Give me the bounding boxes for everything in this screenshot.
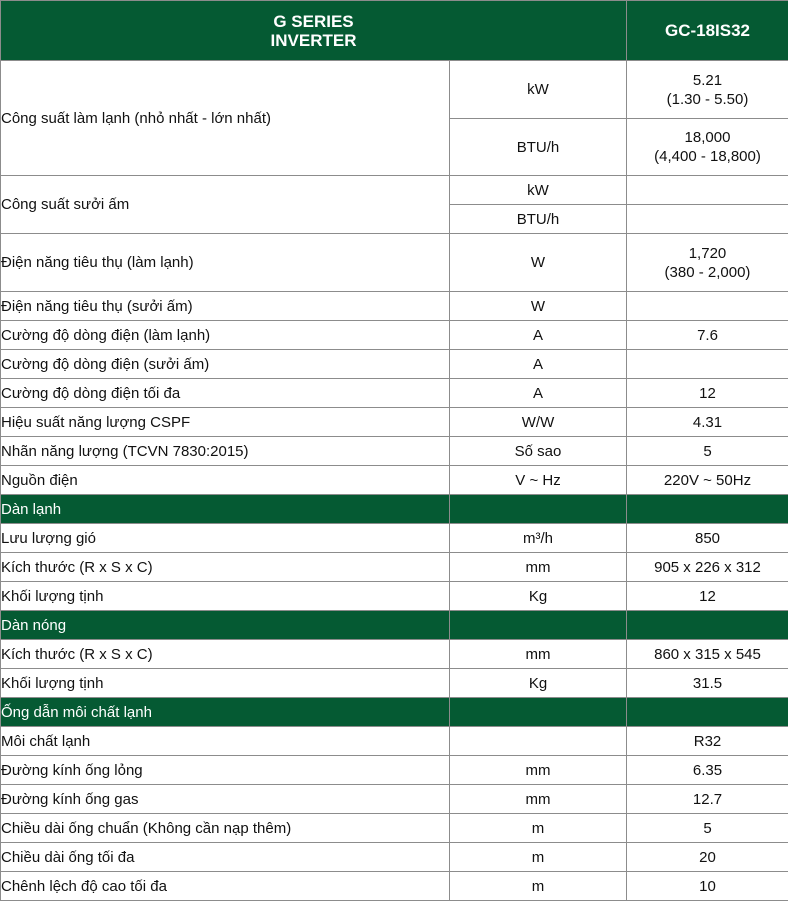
section-piping-header — [1, 698, 788, 727]
row-value: 5 — [627, 814, 788, 843]
heating-capacity-kw-value — [627, 176, 788, 205]
power-cooling-value: 1,720 — [688, 244, 727, 262]
table-row — [1, 756, 788, 785]
row-label: Hiệu suất năng lượng CSPF — [1, 408, 450, 437]
row-label: Lưu lượng gió — [1, 524, 450, 553]
section-outdoor-title: Dàn nóng — [1, 611, 450, 640]
row-unit: mm — [450, 553, 627, 582]
row-label: Nhãn năng lượng (TCVN 7830:2015) — [1, 437, 450, 466]
table-row — [1, 814, 788, 843]
heating-capacity-btu-value — [627, 205, 788, 234]
row-value: 31.5 — [627, 669, 788, 698]
row-value: 5 — [627, 437, 788, 466]
section-indoor-blank-value — [627, 495, 788, 524]
row-label: Môi chất lạnh — [1, 727, 450, 756]
cooling-capacity-btu-value: 18,000 — [684, 129, 731, 146]
table-row — [1, 408, 788, 437]
row-value — [627, 292, 788, 321]
cooling-capacity-btu-unit: BTU/h — [450, 119, 627, 176]
section-outdoor-header — [1, 611, 788, 640]
row-label: Kích thước (R x S x C) — [1, 640, 450, 669]
table-row — [1, 669, 788, 698]
heating-capacity-label: Công suất sưởi ấm — [1, 176, 450, 234]
row-label: Chiều dài ống chuẩn (Không cần nạp thêm) — [1, 814, 450, 843]
row-unit: m³/h — [450, 524, 627, 553]
table-row — [1, 843, 788, 872]
series-line-1: G SERIES — [273, 11, 354, 31]
row-unit — [450, 727, 627, 756]
row-value: 6.35 — [627, 756, 788, 785]
series-title — [1, 1, 627, 61]
row-unit: W — [450, 292, 627, 321]
row-label: Cường độ dòng điện tối đa — [1, 379, 450, 408]
power-cooling-unit: W — [450, 234, 627, 292]
heating-capacity-btu-unit: BTU/h — [450, 205, 627, 234]
table-row — [1, 379, 788, 408]
row-label: Khối lượng tịnh — [1, 582, 450, 611]
cooling-capacity-kw-cell — [627, 61, 788, 119]
row-unit: Kg — [450, 582, 627, 611]
row-value — [627, 350, 788, 379]
table-row — [1, 582, 788, 611]
row-value: 12 — [627, 379, 788, 408]
table-row — [1, 524, 788, 553]
section-outdoor-blank-value — [627, 611, 788, 640]
row-label: Cường độ dòng điện (sưởi ấm) — [1, 350, 450, 379]
row-label: Chênh lệch độ cao tối đa — [1, 872, 450, 901]
cooling-capacity-btu-cell — [627, 119, 788, 176]
row-unit: mm — [450, 640, 627, 669]
model-name: GC-18IS32 — [627, 1, 788, 61]
row-unit: A — [450, 350, 627, 379]
row-unit: V ~ Hz — [450, 466, 627, 495]
row-value: 860 x 315 x 545 — [627, 640, 788, 669]
cooling-capacity-kw-row — [1, 61, 788, 119]
cooling-capacity-label: Công suất làm lạnh (nhỏ nhất - lớn nhất) — [1, 61, 450, 176]
row-value: 12 — [627, 582, 788, 611]
series-line-2: INVERTER — [270, 30, 357, 50]
row-unit: A — [450, 379, 627, 408]
table-row — [1, 785, 788, 814]
row-unit: Kg — [450, 669, 627, 698]
row-label: Đường kính ống gas — [1, 785, 450, 814]
section-indoor-header — [1, 495, 788, 524]
row-value: 850 — [627, 524, 788, 553]
row-value: R32 — [627, 727, 788, 756]
header-row — [1, 1, 788, 61]
row-label: Khối lượng tịnh — [1, 669, 450, 698]
cooling-capacity-kw-unit: kW — [450, 61, 627, 119]
row-label: Nguồn điện — [1, 466, 450, 495]
cooling-capacity-kw-value: 5.21 — [692, 71, 723, 89]
table-row — [1, 350, 788, 379]
row-value: 905 x 226 x 312 — [627, 553, 788, 582]
table-row — [1, 321, 788, 350]
table-row — [1, 292, 788, 321]
row-unit: mm — [450, 785, 627, 814]
table-row — [1, 872, 788, 901]
power-cooling-row — [1, 234, 788, 292]
heating-capacity-kw-row — [1, 176, 788, 205]
power-cooling-label: Điện năng tiêu thụ (làm lạnh) — [1, 234, 450, 292]
section-indoor-title: Dàn lạnh — [1, 495, 450, 524]
row-value: 20 — [627, 843, 788, 872]
row-label: Điện năng tiêu thụ (sưởi ấm) — [1, 292, 450, 321]
cooling-capacity-btu-range: (4,400 - 18,800) — [654, 148, 761, 165]
row-unit: Số sao — [450, 437, 627, 466]
row-value: 12.7 — [627, 785, 788, 814]
section-outdoor-blank-unit — [450, 611, 627, 640]
section-piping-blank-value — [627, 698, 788, 727]
section-piping-blank-unit — [450, 698, 627, 727]
heating-capacity-kw-unit: kW — [450, 176, 627, 205]
row-value: 220V ~ 50Hz — [627, 466, 788, 495]
cooling-capacity-kw-range: (1.30 - 5.50) — [666, 90, 749, 108]
row-value: 10 — [627, 872, 788, 901]
row-label: Kích thước (R x S x C) — [1, 553, 450, 582]
row-unit: m — [450, 872, 627, 901]
section-piping-title: Ống dẫn môi chất lạnh — [1, 698, 450, 727]
row-unit: mm — [450, 756, 627, 785]
row-label: Chiều dài ống tối đa — [1, 843, 450, 872]
table-row — [1, 466, 788, 495]
row-unit: W/W — [450, 408, 627, 437]
row-unit: A — [450, 321, 627, 350]
section-indoor-blank-unit — [450, 495, 627, 524]
table-row — [1, 553, 788, 582]
table-row — [1, 640, 788, 669]
power-cooling-range: (380 - 2,000) — [664, 263, 751, 281]
row-unit: m — [450, 814, 627, 843]
row-value: 7.6 — [627, 321, 788, 350]
table-row — [1, 727, 788, 756]
row-label: Đường kính ống lỏng — [1, 756, 450, 785]
table-row — [1, 437, 788, 466]
row-label: Cường độ dòng điện (làm lạnh) — [1, 321, 450, 350]
power-cooling-cell — [627, 234, 788, 292]
row-unit: m — [450, 843, 627, 872]
row-value: 4.31 — [627, 408, 788, 437]
